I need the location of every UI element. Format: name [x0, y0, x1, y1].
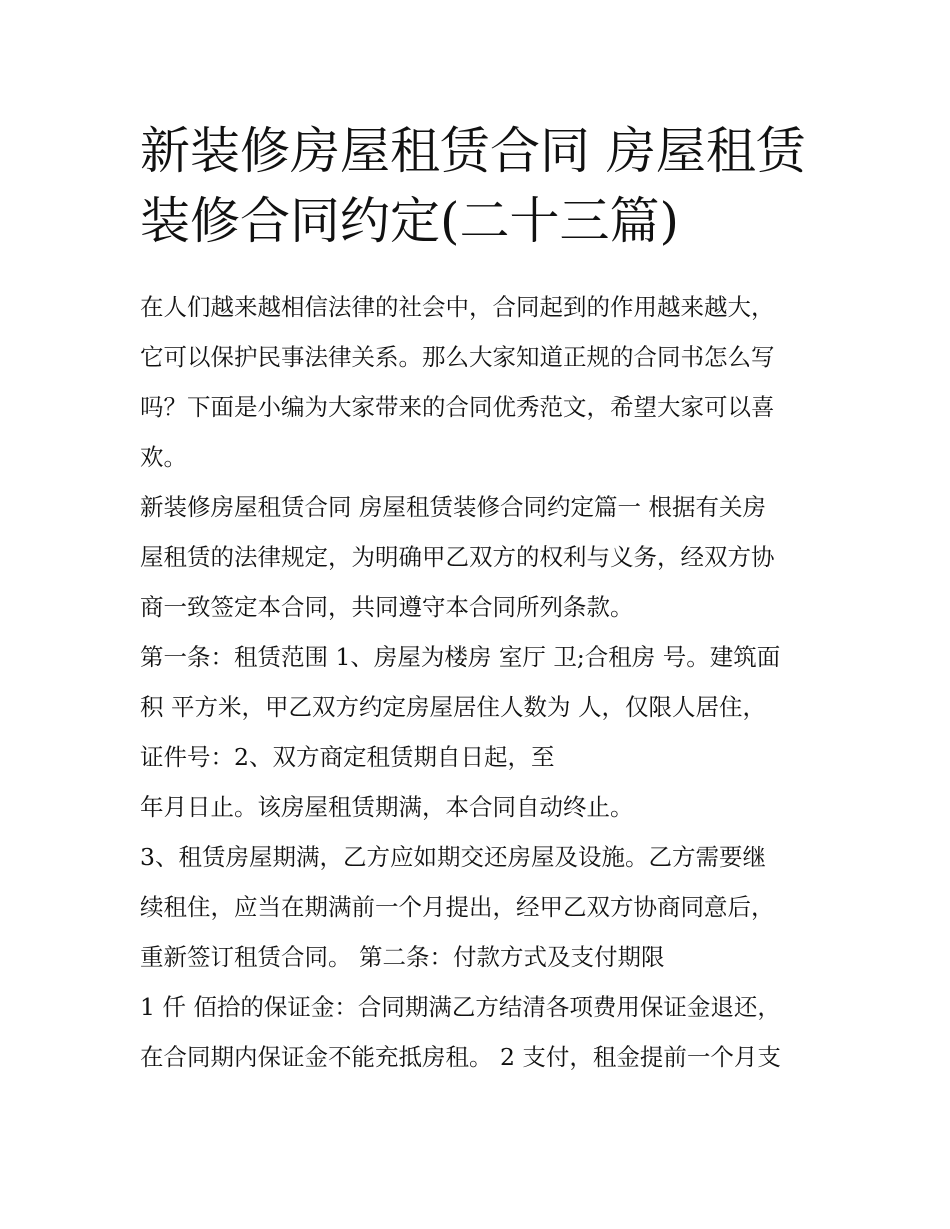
text-line: 积 平方米，甲乙双方约定房屋居住人数为 人，仅限人居住， — [140, 693, 766, 721]
text-line: 重新签订租赁合同。 第二条：付款方式及支付期限 — [140, 943, 665, 971]
paragraph-deposit — [140, 982, 820, 1082]
text-line: 1 仟 佰拾的保证金：合同期满乙方结清各项费用保证金退还， — [140, 993, 781, 1021]
text-line: 3、租赁房屋期满，乙方应如期交还房屋及设施。乙方需要继 — [140, 843, 766, 871]
document-body — [140, 282, 820, 1082]
text-line: 在合同期内保证金不能充抵房租。 2 支付，租金提前一个月支 — [140, 1043, 781, 1071]
text-line: 商一致签定本合同，共同遵守本合同所列条款。 — [140, 593, 634, 621]
paragraph-clause-3 — [140, 832, 820, 982]
text-line: 吗？下面是小编为大家带来的合同优秀范文，希望大家可以喜 — [140, 393, 775, 421]
text-line: 证件号：2、双方商定租赁期自日起，至 — [140, 743, 555, 771]
paragraph-clause-1 — [140, 632, 820, 782]
text-line: 续租住，应当在期满前一个月提出，经甲乙双方协商同意后， — [140, 893, 775, 921]
text-line: 年月日止。该房屋租赁期满，本合同自动终止。 — [140, 793, 634, 821]
title-line-1: 新装修房屋租赁合同 房屋租赁 — [140, 122, 806, 180]
text-line: 在人们越来越相信法律的社会中，合同起到的作用越来越大， — [140, 293, 775, 321]
text-line: 新装修房屋租赁合同 房屋租赁装修合同约定篇一 根据有关房 — [140, 493, 766, 521]
text-line: 它可以保护民事法律关系。那么大家知道正规的合同书怎么写 — [140, 343, 775, 371]
paragraph-article-1-intro — [140, 482, 820, 632]
document-title — [140, 116, 820, 256]
text-line: 第一条：租赁范围 1、房屋为楼房 室厅 卫;合租房 号。建筑面 — [140, 643, 781, 671]
text-line: 欢。 — [140, 443, 187, 471]
text-line: 屋租赁的法律规定，为明确甲乙双方的权利与义务，经双方协 — [140, 543, 775, 571]
paragraph-intro — [140, 282, 820, 482]
paragraph-term-end — [140, 782, 820, 832]
title-line-2: 装修合同约定(二十三篇) — [140, 192, 680, 250]
